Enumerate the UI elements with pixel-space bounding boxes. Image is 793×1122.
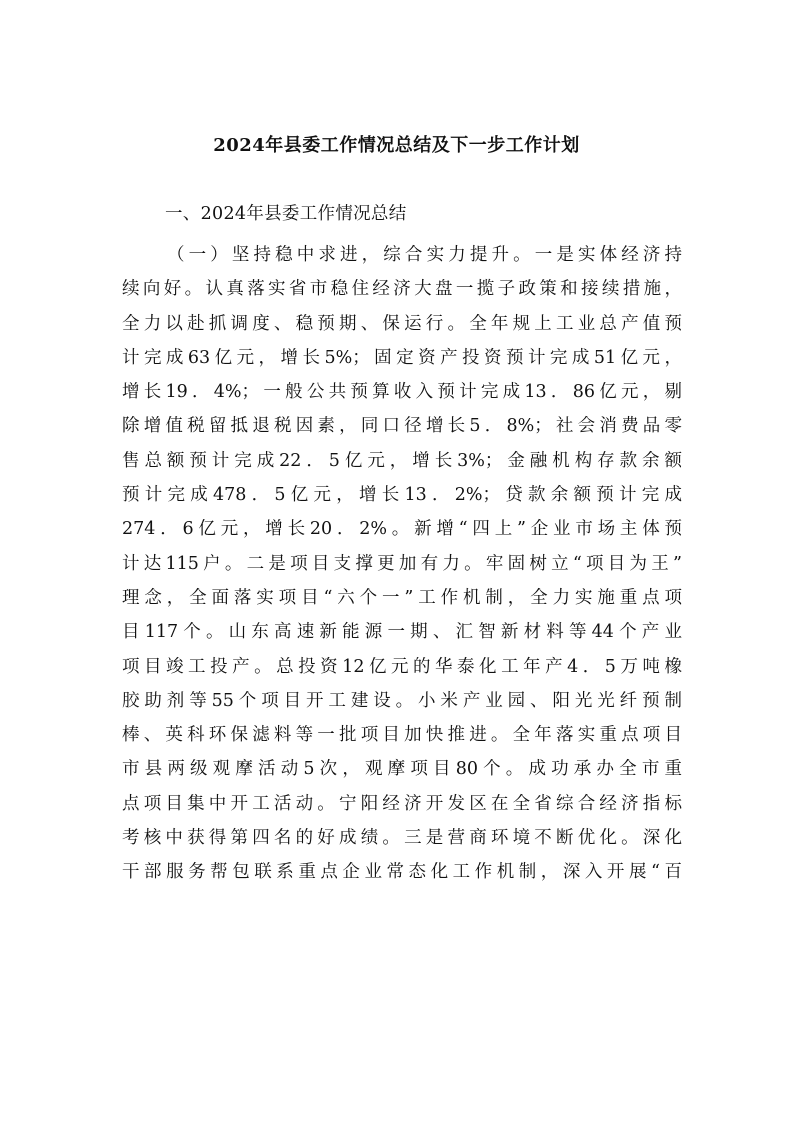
body-line: 计完成63亿元，增长5%；固定资产投资预计完成51亿元， [122, 347, 682, 368]
body-line: 干部服务帮包联系重点企业常态化工作机制，深入开展“百 [122, 862, 682, 883]
body-line: 计达115户。二是项目支撑更加有力。牢固树立“项目为王” [122, 553, 682, 574]
document-title: 2024年县委工作情况总结及下一步工作计划 [213, 135, 580, 156]
body-line: 预计完成478．5亿元，增长13．2%；贷款余额预计完成 [122, 485, 682, 506]
body-line: 胶助剂等55个项目开工建设。小米产业园、阳光光纤预制 [122, 690, 682, 711]
body-line: 除增值税留抵退税因素，同口径增长5．8%；社会消费品零 [122, 416, 682, 437]
body-line: 市县两级观摩活动5次，观摩项目80个。成功承办全市重 [122, 759, 682, 780]
body-line: 目117个。山东高速新能源一期、汇智新材料等44个产业 [122, 622, 682, 643]
body-line: 售总额预计完成22．5亿元，增长3%；金融机构存款余额 [122, 450, 682, 471]
body-line: 理念，全面落实项目“六个一”工作机制，全力实施重点项 [122, 587, 682, 608]
body-line: 续向好。认真落实省市稳住经济大盘一揽子政策和接续措施， [122, 279, 682, 300]
section-heading: 一、2024年县委工作情况总结 [165, 204, 407, 224]
body-line: 项目竣工投产。总投资12亿元的华泰化工年产4．5万吨橡 [122, 656, 682, 677]
body-text [122, 238, 682, 890]
body-line: 点项目集中开工活动。宁阳经济开发区在全省综合经济指标 [122, 793, 682, 814]
body-line: 增长19．4%；一般公共预算收入预计完成13．86亿元，剔 [122, 382, 682, 403]
body-line: 考核中获得第四名的好成绩。三是营商环境不断优化。深化 [122, 828, 682, 849]
body-line: （一）坚持稳中求进，综合实力提升。一是实体经济持 [167, 245, 682, 265]
body-line: 全力以赴抓调度、稳预期、保运行。全年规上工业总产值预 [122, 313, 682, 334]
body-line: 棒、英科环保滤料等一批项目加快推进。全年落实重点项目 [122, 725, 682, 746]
body-line: 274．6亿元，增长20．2%。新增“四上”企业市场主体预 [122, 519, 682, 540]
